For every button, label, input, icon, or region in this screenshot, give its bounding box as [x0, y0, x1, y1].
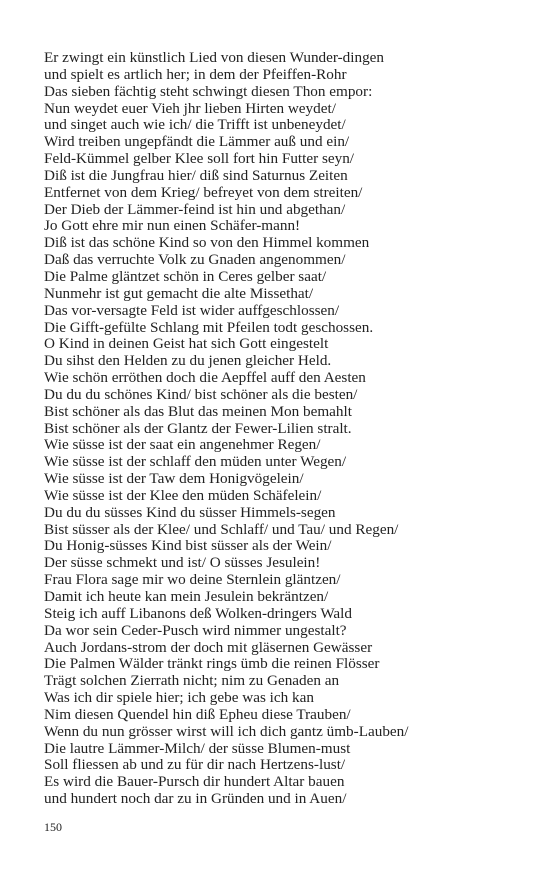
poem-line: und spielt es artlich her; in dem der Pfeiffen-Rohr	[44, 65, 347, 83]
poem-line: Bist süsser als der Klee/ und Schlaff/ und Tau/ und Regen/	[44, 520, 399, 538]
poem-line: Steig ich auff Libanons deß Wolken-dringers Wald	[44, 604, 352, 622]
poem-line: Diß ist das schöne Kind so von den Himmel kommen	[44, 234, 370, 252]
poem-line: Da wor sein Ceder-Pusch wird nimmer ungestalt?	[44, 621, 347, 639]
poem-line: Das sieben fächtig steht schwingt diesen Thon empor:	[44, 82, 373, 100]
poem-line: Das vor-versagte Feld ist wider auffgeschlossen/	[44, 301, 340, 319]
poem-line: Entfernet von dem Krieg/ befreyet von dem streiten/	[44, 183, 363, 201]
poem-line: Auch Jordans-strom der doch mit gläsernen Gewässer	[44, 638, 373, 656]
poem-line: Nunmehr ist gut gemacht die alte Missethat/	[44, 284, 314, 302]
poem-line: Der süsse schmekt und ist/ O süsses Jesulein!	[44, 554, 321, 572]
poem-line: Wie süsse ist der schlaff den müden unter Wegen/	[44, 453, 347, 471]
poem-line: Soll fliessen ab und zu für dir nach Hertzens-lust/	[44, 756, 346, 774]
poem-line: Es wird die Bauer-Pursch dir hundert Altar bauen	[44, 773, 345, 791]
poem-line: Wie süsse ist der Taw dem Honigvögelein/	[44, 470, 304, 488]
poem-line: Diß ist die Jungfrau hier/ diß sind Saturnus Zeiten	[44, 166, 348, 184]
poem-line: Wird treiben ungepfändt die Lämmer auß und ein/	[44, 133, 350, 151]
poem-line: Wie süsse ist der Klee den müden Schäfelein/	[44, 486, 322, 504]
poem-line: Wie süsse ist der saat ein angenehmer Regen/	[44, 436, 321, 454]
poem-line: Die Gifft-gefülte Schlang mit Pfeilen todt geschossen.	[44, 318, 374, 336]
poem-line: Feld-Kümmel gelber Klee soll fort hin Futter seyn/	[44, 150, 355, 168]
poem-line: Nim diesen Quendel hin diß Epheu diese Trauben/	[44, 705, 351, 723]
poem-line: Damit ich heute kan mein Jesulein bekräntzen/	[44, 588, 329, 605]
poem-line: Bist schöner als das Blut das meinen Mon bemahlt	[44, 402, 352, 420]
poem-line: Du sihst den Helden zu du jenen gleicher Held.	[44, 352, 332, 370]
poem-line: Du du du schönes Kind/ bist schöner als die besten/	[44, 385, 358, 403]
poem-line: Jo Gott ehre mir nun einen Schäfer-mann!	[44, 217, 301, 235]
poem-line: Wenn du nun grösser wirst will ich dich gantz ümb-Lauben/	[44, 722, 409, 740]
poem-line: Die Palmen Wälder tränkt rings ümb die reinen Flösser	[44, 655, 380, 673]
poem-line: Was ich dir spiele hier; ich gebe was ich kan	[44, 689, 314, 707]
poem-line: Die Palme gläntzet schön in Ceres gelber saat/	[44, 267, 327, 285]
poem-line: Wie schön erröthen doch die Aepffel auff den Aesten	[44, 369, 366, 387]
poem-line: und hundert noch dar zu in Gründen und in Auen/	[44, 790, 347, 808]
poem-line: Frau Flora sage mir wo deine Sternlein gläntzen/	[44, 571, 341, 589]
poem-line: O Kind in deinen Geist hat sich Gott eingestelt	[44, 335, 329, 353]
poem-line: Trägt solchen Zierrath nicht; nim zu Genaden an	[44, 672, 340, 690]
poem-text-block	[44, 50, 524, 808]
poem-line: und singet auch wie ich/ die Trifft ist unbeneydet/	[44, 116, 346, 134]
poem-line: Er zwingt ein künstlich Lied von diesen Wunder-dingen	[44, 49, 385, 66]
poem-line: Der Dieb der Lämmer-feind ist hin und abgethan/	[44, 200, 346, 218]
poem-line: Bist schöner als der Glantz der Fewer-Lilien stralt.	[44, 419, 352, 437]
page-number: 150	[44, 820, 62, 834]
poem-line: Du du du süsses Kind du süsser Himmels-segen	[44, 503, 336, 521]
poem-line: Nun weydet euer Vieh jhr lieben Hirten weydet/	[44, 99, 336, 117]
poem-line: Die lautre Lämmer-Milch/ der süsse Blumen-must	[44, 739, 351, 757]
poem-line: Du Honig-süsses Kind bist süsser als der Wein/	[44, 537, 332, 555]
poem-line: Daß das verruchte Volk zu Gnaden angenommen/	[44, 251, 346, 269]
